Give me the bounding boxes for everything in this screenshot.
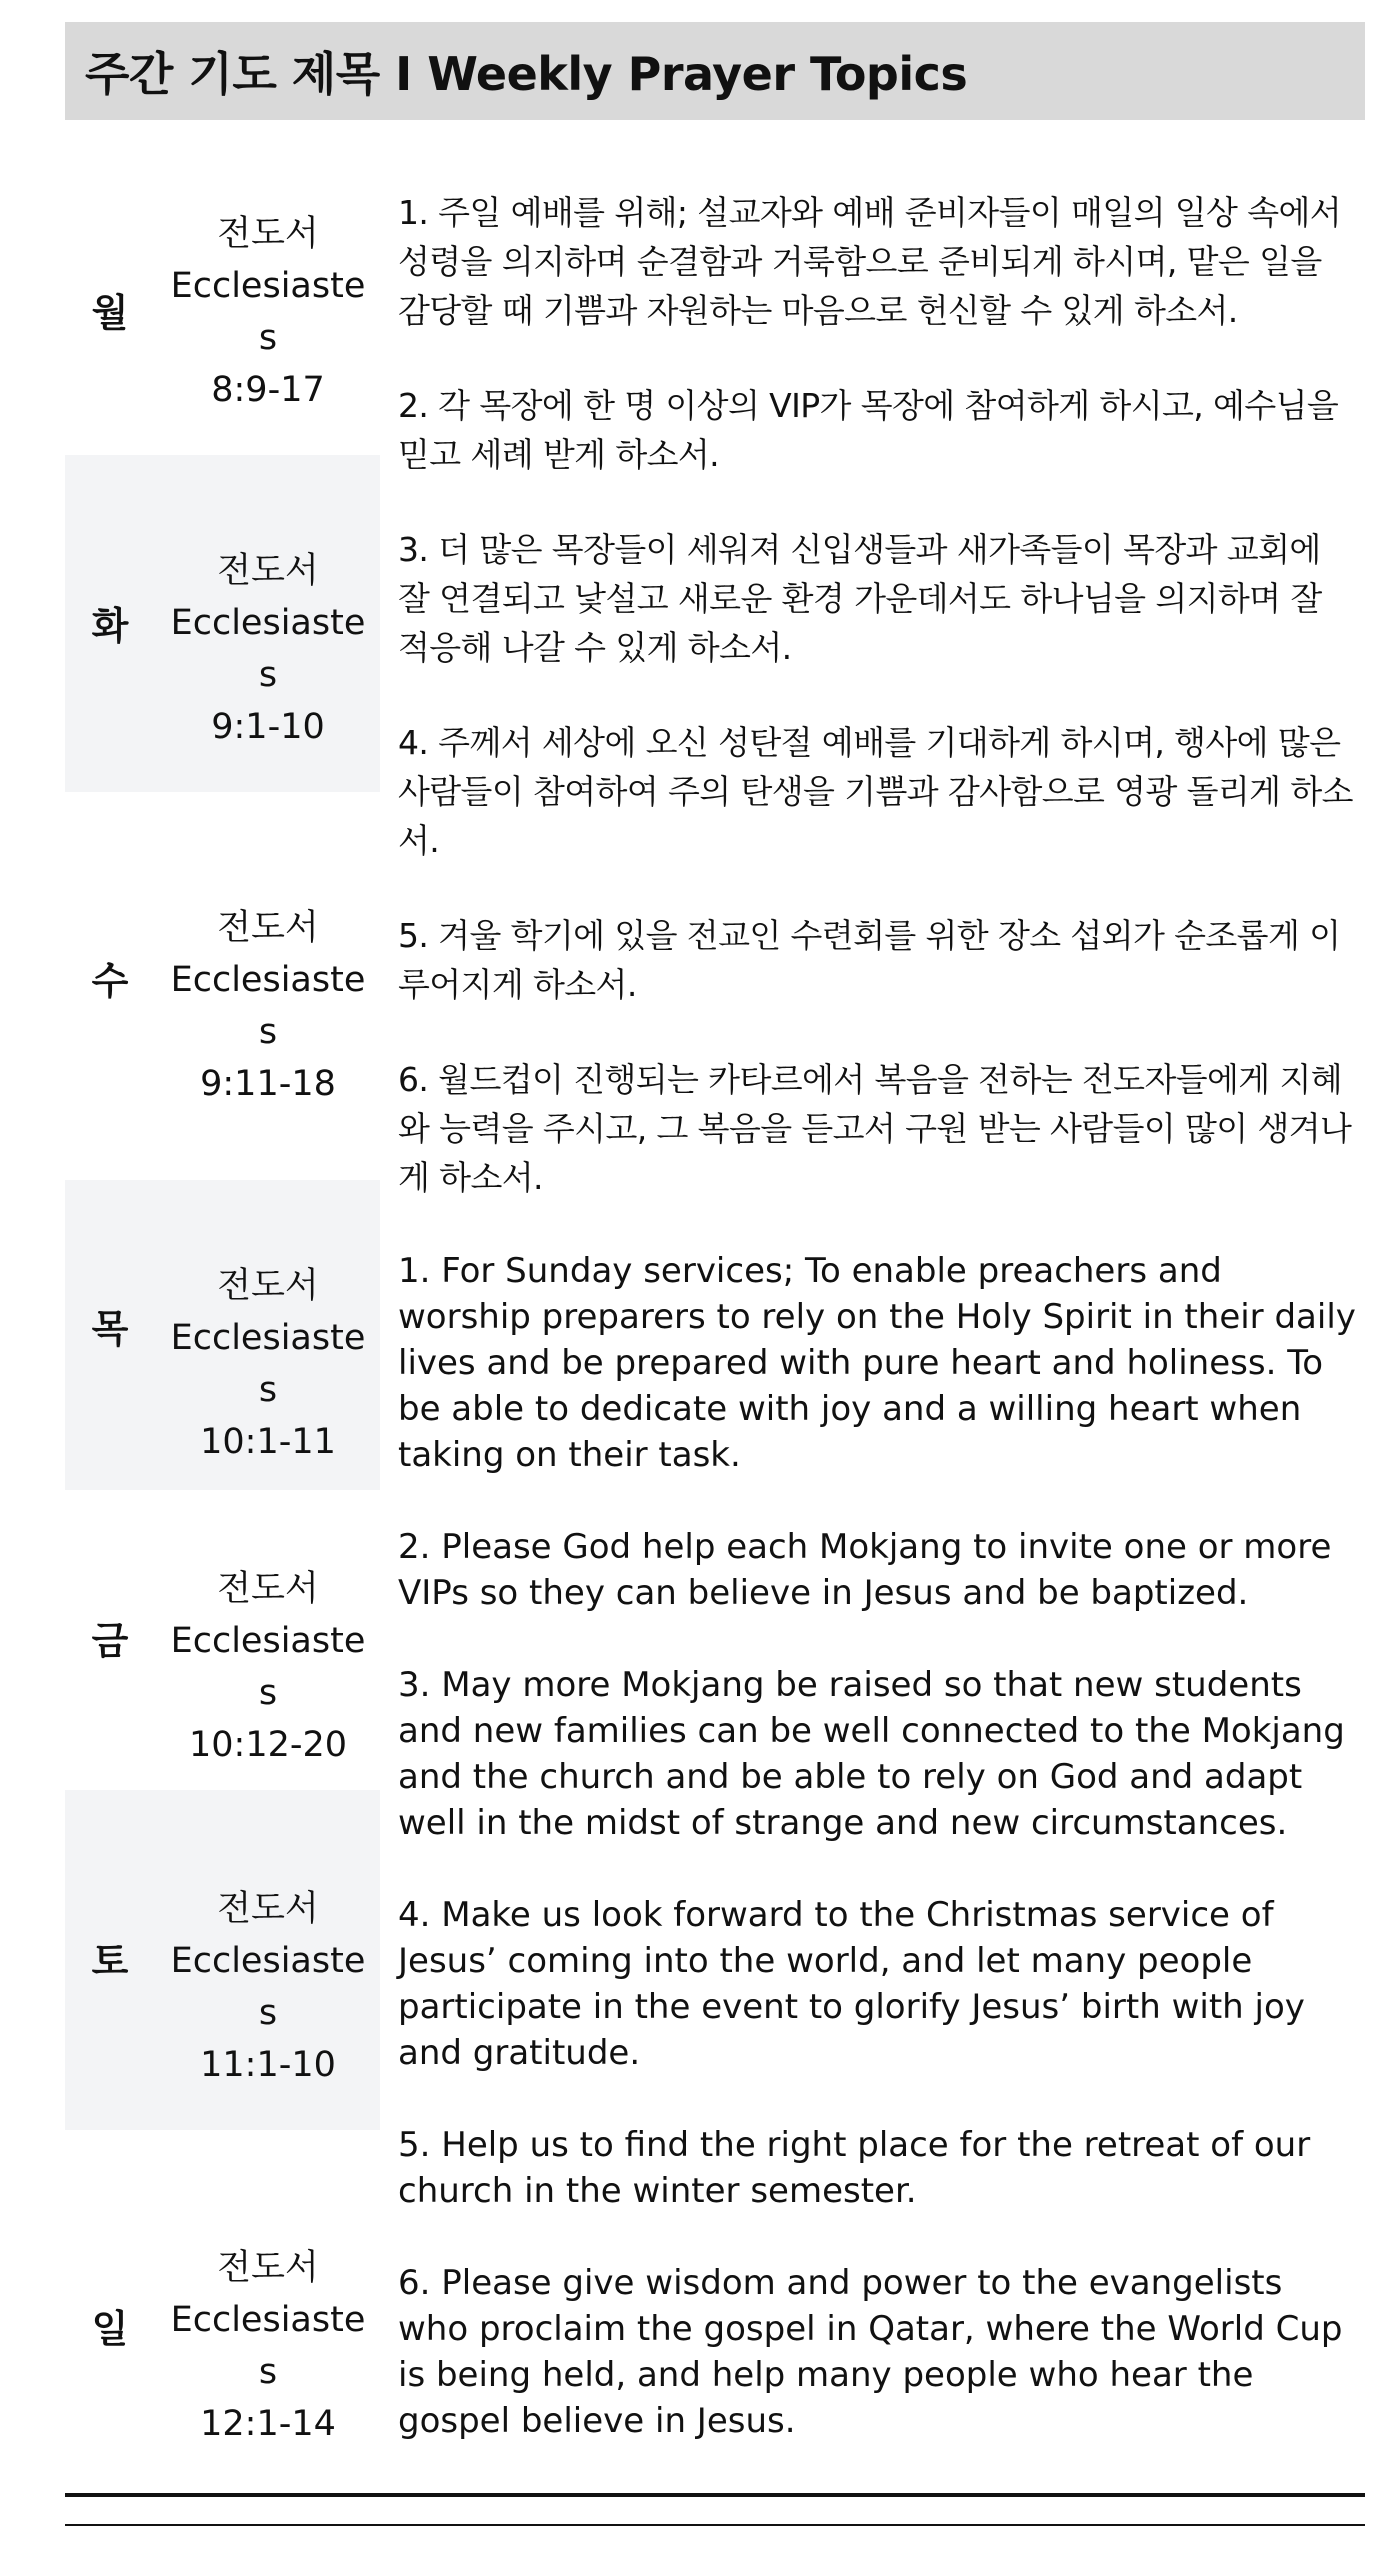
book-english: Ecclesiastes (170, 2300, 366, 2392)
day-row-tue (65, 455, 380, 792)
prayer-item-ko-1: 1. 주일 예배를 위해; 설교자와 예배 준비자들이 매일의 일상 속에서 성령을 의지하며 순결함과 거룩함으로 준비되게 하시며, 맡은 일을 감당할 때 기쁨과 자원하는 마음으로 헌신할 수 있게 하소서. (398, 193, 1342, 330)
prayer-item-en-1: 1. For Sunday services; To enable preachers and worship preparers to rely on the Holy Spirit in their daily lives and be prepared with pure heart and holiness. To be able to dedicate with joy and a willing heart when taking on their task. (398, 1251, 1356, 1475)
chapter-verse: 11:1-10 (200, 2045, 336, 2085)
book-english: Ecclesiastes (170, 266, 366, 358)
day-label: 금 (91, 1619, 129, 1663)
book-english: Ecclesiastes (170, 1621, 366, 1713)
day-row-mon (65, 160, 380, 455)
prayer-item-ko-5: 5. 겨울 학기에 있을 전교인 수련회를 위한 장소 섭외가 순조롭게 이루어지게 하소서. (398, 916, 1341, 1004)
footer-divider-thin (65, 2524, 1365, 2526)
scripture-reference (168, 902, 368, 1110)
day-label: 수 (91, 959, 129, 1003)
book-english: Ecclesiastes (170, 1941, 366, 2033)
book-english: Ecclesiastes (170, 1318, 366, 1410)
chapter-verse: 9:11-18 (200, 1064, 336, 1104)
chapter-verse: 8:9-17 (211, 370, 325, 410)
book-korean: 전도서 (217, 908, 319, 948)
book-korean: 전도서 (217, 1569, 319, 1609)
prayer-item-en-3: 3. May more Mokjang be raised so that new students and new families can be well connected to the Mokjang and the church and be able to rely on God and adapt well in the midst of strange and new circumstances. (398, 1665, 1345, 1843)
day-label: 일 (91, 2307, 129, 2351)
day-row-thu (65, 1180, 380, 1490)
page-header (65, 22, 1365, 120)
day-row-wed (65, 792, 380, 1180)
day-row-sat (65, 1790, 380, 2130)
day-row-sun (65, 2130, 380, 2470)
book-english: Ecclesiastes (170, 960, 366, 1052)
day-label: 화 (91, 604, 129, 648)
day-label: 월 (91, 291, 129, 335)
book-korean: 전도서 (217, 214, 319, 254)
prayer-item-ko-6: 6. 월드컵이 진행되는 카타르에서 복음을 전하는 전도자들에게 지혜와 능력을 주시고, 그 복음을 듣고서 구원 받는 사람들이 많이 생겨나게 하소서. (398, 1060, 1352, 1197)
book-korean: 전도서 (217, 1889, 319, 1929)
day-label: 토 (91, 1939, 129, 1983)
chapter-verse: 10:12-20 (188, 1725, 348, 1765)
book-korean: 전도서 (217, 2248, 319, 2288)
prayer-item-ko-2: 2. 각 목장에 한 명 이상의 VIP가 목장에 참여하게 하시고, 예수님을 믿고 세례 받게 하소서. (398, 386, 1339, 474)
scripture-reference (168, 2242, 368, 2450)
prayer-item-en-5: 5. Help us to find the right place for the retreat of our church in the winter semester. (398, 2125, 1311, 2211)
prayer-item-en-4: 4. Make us look forward to the Christmas service of Jesus’ coming into the world, and let many people participate in the event to glorify Jesus’ birth with joy and gratitude. (398, 1895, 1305, 2073)
prayer-topics (398, 188, 1358, 2490)
scripture-reference (168, 545, 368, 753)
scripture-reference (168, 1563, 368, 1771)
prayer-item-en-2: 2. Please God help each Mokjang to invite one or more VIPs so they can believe in Jesus and be baptized. (398, 1527, 1332, 1613)
book-korean: 전도서 (217, 551, 319, 591)
scripture-reference (168, 1883, 368, 2091)
prayer-item-ko-4: 4. 주께서 세상에 오신 성탄절 예배를 기대하게 하시며, 행사에 많은 사람들이 참여하여 주의 탄생을 기쁨과 감사함으로 영광 돌리게 하소서. (398, 723, 1353, 860)
chapter-verse: 10:1-11 (200, 1422, 336, 1462)
scripture-reference (168, 1260, 368, 1468)
page-title: 주간 기도 제목 I Weekly Prayer Topics (85, 47, 968, 101)
chapter-verse: 12:1-14 (200, 2404, 336, 2444)
prayer-item-en-6: 6. Please give wisdom and power to the evangelists who proclaim the gospel in Qatar, where the World Cup is being held, and help many people who hear the gospel believe in Jesus. (398, 2263, 1343, 2441)
scripture-reference (168, 208, 368, 416)
chapter-verse: 9:1-10 (211, 707, 325, 747)
day-row-fri (65, 1490, 380, 1790)
day-label: 목 (91, 1307, 129, 1351)
book-english: Ecclesiastes (170, 603, 366, 695)
book-korean: 전도서 (217, 1266, 319, 1306)
footer-divider-thick (65, 2493, 1365, 2497)
prayer-item-ko-3: 3. 더 많은 목장들이 세워져 신입생들과 새가족들이 목장과 교회에 잘 연결되고 낯설고 새로운 환경 가운데서도 하나님을 의지하며 잘 적응해 나갈 수 있게 하소서. (398, 530, 1322, 667)
